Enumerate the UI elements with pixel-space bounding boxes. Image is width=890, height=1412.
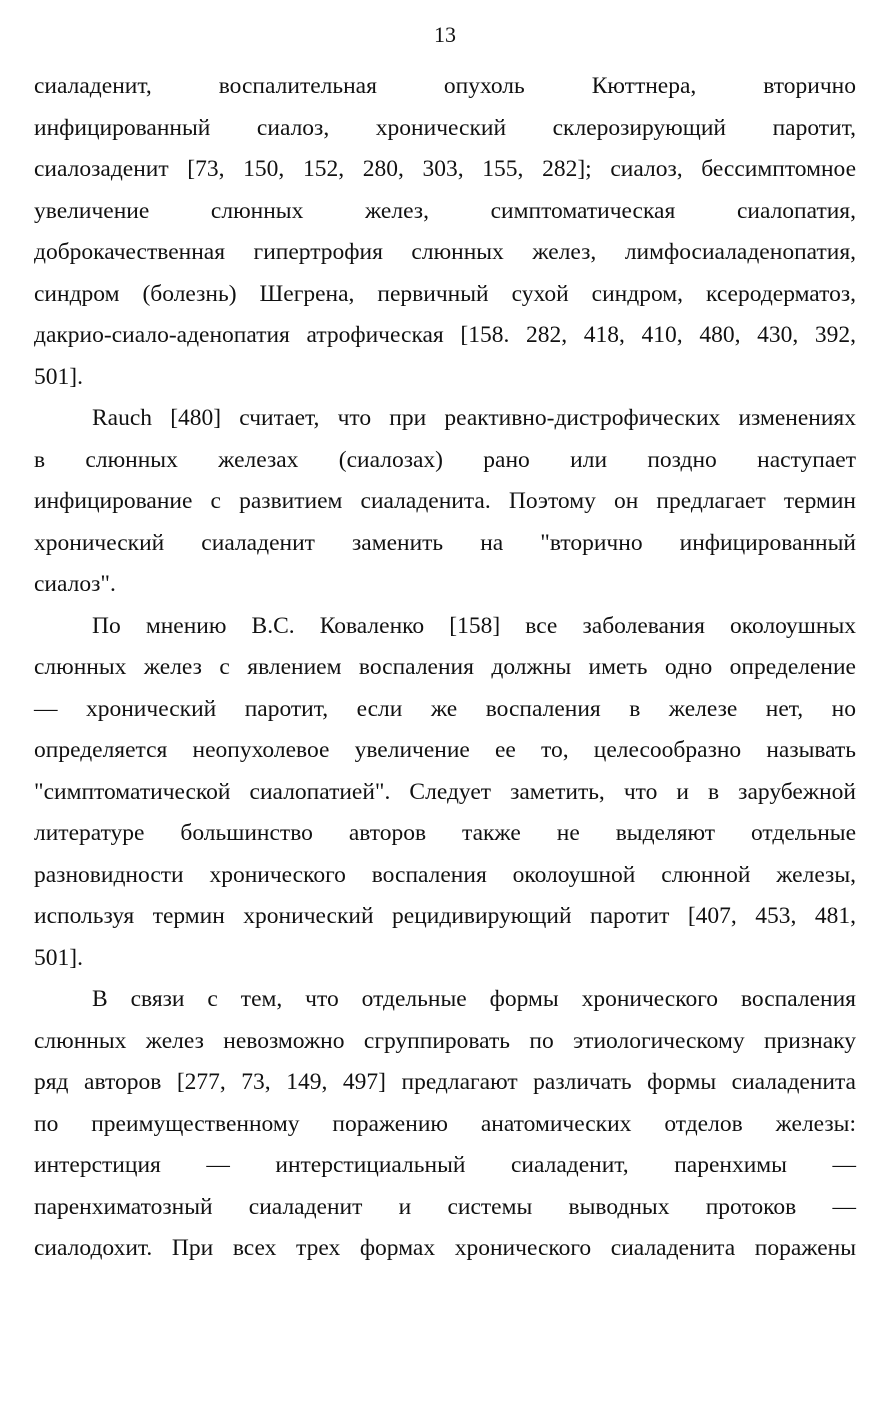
text-line: инфицирование с развитием сиаладенита. Поэтому он предлагает термин	[34, 488, 856, 514]
text-line: — хронический паротит, если же воспаления в железе нет, но	[34, 695, 856, 722]
text-line: определяется неопухолевое увеличение ее то, целесообразно называть	[34, 737, 856, 763]
text-line: В связи с тем, что отдельные формы хронического воспаления	[92, 986, 856, 1012]
text-line: сиалоз".	[34, 571, 116, 597]
text-line: слюнных желез с явлением воспаления должны иметь одно определение	[34, 654, 856, 680]
text-line: по преимущественному поражению анатомических отделов железы:	[34, 1110, 856, 1137]
text-line: "симптоматической сиалопатией". Следует заметить, что и в зарубежной	[34, 778, 856, 805]
text-line: Rauch [480] считает, что при реактивно-дистрофических изменениях	[92, 405, 856, 431]
paragraph-1	[34, 66, 856, 398]
text-line: паренхиматозный сиаладенит и системы выводных протоков —	[34, 1193, 856, 1220]
text-line: ряд авторов [277, 73, 149, 497] предлагают различать формы сиаладенита	[34, 1069, 856, 1095]
paragraph-3	[34, 606, 856, 980]
text-line: инфицированный сиалоз, хронический склерозирующий паротит,	[34, 114, 856, 141]
body-text	[34, 66, 856, 1270]
text-line: синдром (болезнь) Шегрена, первичный сухой синдром, ксеродерматоз,	[34, 280, 856, 307]
page-number: 13	[434, 22, 456, 47]
paragraph-4	[34, 979, 856, 1270]
text-line: в слюнных железах (сиалозах) рано или поздно наступает	[34, 446, 856, 473]
text-line: сиаладенит, воспалительная опухоль Кюттнера, вторично	[34, 73, 856, 99]
text-line: литературе большинство авторов также не выделяют отдельные	[34, 820, 856, 846]
paragraph-2	[34, 398, 856, 606]
text-line: доброкачественная гипертрофия слюнных желез, лимфосиаладенопатия,	[34, 239, 856, 265]
text-line: хронический сиаладенит заменить на "вторично инфицированный	[34, 529, 856, 556]
text-line: разновидности хронического воспаления околоушной слюнной железы,	[34, 861, 856, 888]
text-line: увеличение слюнных желез, симптоматическая сиалопатия,	[34, 197, 856, 224]
text-line: 501].	[34, 363, 83, 390]
text-line: слюнных желез невозможно сгруппировать по этиологическому признаку	[34, 1027, 856, 1054]
text-line: 501].	[34, 944, 83, 971]
text-line: сиалодохит. При всех трех формах хронического сиаладенита поражены	[34, 1235, 856, 1261]
text-line: дакрио-сиало-аденопатия атрофическая [158. 282, 418, 410, 480, 430, 392,	[34, 322, 856, 348]
text-line: используя термин хронический рецидивирующий паротит [407, 453, 481,	[34, 903, 856, 929]
text-line: интерстиция — интерстициальный сиаладенит, паренхимы —	[34, 1152, 856, 1178]
text-line: По мнению В.С. Коваленко [158] все заболевания околоушных	[92, 612, 856, 639]
text-line: сиалозаденит [73, 150, 152, 280, 303, 155, 282]; сиалоз, бессимптомное	[34, 156, 856, 182]
